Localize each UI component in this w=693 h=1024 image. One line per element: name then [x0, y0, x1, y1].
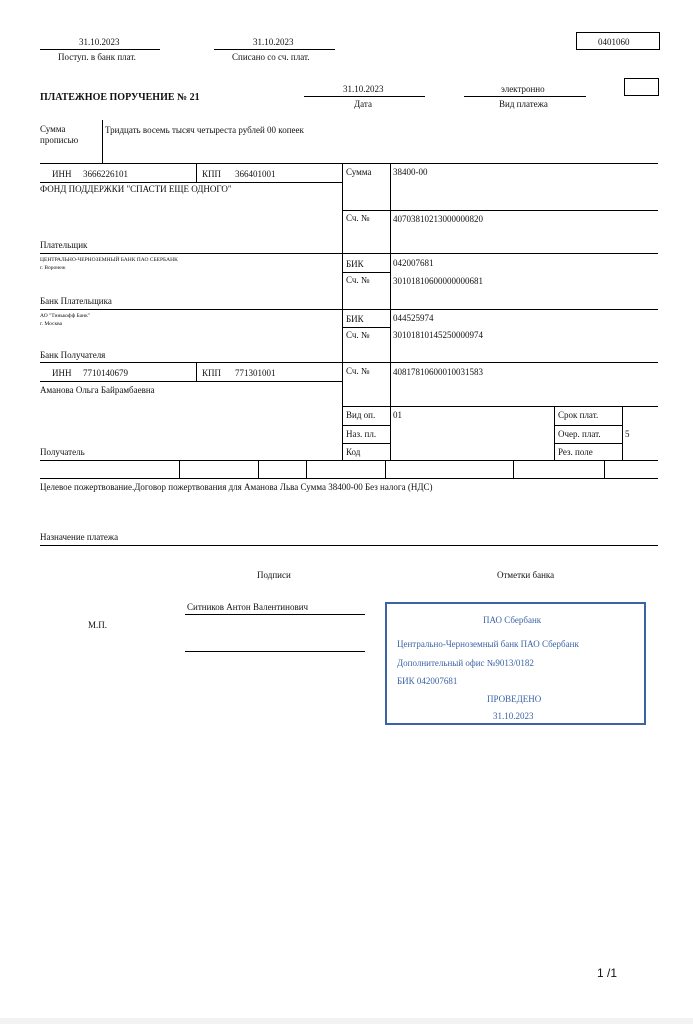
- tax-cell-5: [513, 460, 514, 478]
- signer-name: Ситников Антон Валентинович: [187, 602, 309, 612]
- recipient-account: 40817810600010031583: [393, 367, 483, 377]
- recipient-bank-label: Банк Получателя: [40, 350, 106, 360]
- reserve-label: Рез. поле: [558, 447, 593, 457]
- grid-line-codes-mid1b: [554, 425, 622, 426]
- received-date-line: [40, 49, 160, 50]
- amount-words-label-1: Сумма: [40, 124, 66, 134]
- grid-vline-due: [554, 406, 555, 460]
- document-title: ПЛАТЕЖНОЕ ПОРУЧЕНИЕ № 21: [40, 92, 200, 103]
- date-value: 31.10.2023: [343, 84, 384, 94]
- recipient-name: Аманова Ольга Байрамбаевна: [40, 385, 155, 395]
- stamp-bank: ПАО Сбербанк: [483, 615, 542, 625]
- signature-line-1: [185, 614, 365, 615]
- stamp-office: Дополнительный офис №9013/0182: [397, 658, 534, 668]
- sum-value: 38400-00: [393, 167, 428, 177]
- payer-bank-account-label: Сч. №: [346, 275, 370, 285]
- payer-bik-label: БИК: [346, 259, 364, 269]
- recipient-inn-label: ИНН: [52, 368, 72, 378]
- priority-label: Очер. плат.: [558, 429, 601, 439]
- empty-code-box: [624, 78, 659, 96]
- signature-line-2: [185, 651, 365, 652]
- grid-vline-left-col: [342, 163, 343, 460]
- payer-account-label: Сч. №: [346, 213, 370, 223]
- purpose-text: Целевое пожертвование.Договор пожертвования для Аманова Льва Сумма 38400-00 Без налога (НДС): [40, 482, 433, 492]
- grid-line-tax: [40, 478, 658, 479]
- seal-label: М.П.: [88, 620, 108, 630]
- recipient-account-label: Сч. №: [346, 366, 370, 376]
- recipient-bank-account: 30101810145250000974: [393, 330, 483, 340]
- tax-cell-2: [258, 460, 259, 478]
- tax-cell-4: [385, 460, 386, 478]
- payer-bank-label: Банк Плательщика: [40, 296, 112, 306]
- grid-line-inn2: [40, 381, 342, 382]
- payment-type-line: [464, 96, 586, 97]
- payer-bank-account: 30101810600000000681: [393, 276, 483, 286]
- purpose-code-label: Наз. пл.: [346, 429, 377, 439]
- payer-bank-name: ЦЕНТРАЛЬНО-ЧЕРНОЗЕМНЫЙ БАНК ПАО СБЕРБАНК: [40, 257, 178, 263]
- purpose-line: [40, 545, 658, 546]
- amount-words-divider: [102, 120, 103, 163]
- code-label: Код: [346, 447, 361, 457]
- payer-account: 40703810213000000820: [393, 214, 483, 224]
- sum-label: Сумма: [346, 167, 372, 177]
- payer-kpp-label: КПП: [202, 169, 222, 179]
- payer-inn: 3666226101: [83, 169, 128, 179]
- recipient-bik-label: БИК: [346, 314, 364, 324]
- stamp-status: ПРОВЕДЕНО: [487, 694, 542, 704]
- priority-value: 5: [625, 429, 630, 439]
- form-code: 0401060: [598, 37, 630, 47]
- recipient-bik: 044525974: [393, 313, 434, 323]
- amount-words-label-2: прописью: [40, 135, 79, 145]
- grid-line-inn: [40, 182, 342, 183]
- recipient-bank-name: АО "Тинькофф Банк": [40, 313, 90, 319]
- recipient-bank-account-label: Сч. №: [346, 330, 370, 340]
- stamp-date: 31.10.2023: [493, 711, 534, 721]
- grid-vline-priority: [622, 406, 623, 460]
- payment-type-value: электронно: [501, 84, 545, 94]
- recipient-inn: 7710140679: [83, 368, 128, 378]
- amount-words-value: Тридцать восемь тысяч четыреста рублей 00 копеек: [105, 125, 304, 135]
- grid-line-bik2: [342, 327, 390, 328]
- payer-kpp: 366401001: [235, 169, 276, 179]
- bank-marks-label: Отметки банка: [497, 570, 555, 580]
- payer-bik: 042007681: [393, 258, 434, 268]
- payer-bank-city: г. Воронеж: [40, 265, 66, 271]
- purpose-label: Назначение платежа: [40, 532, 119, 542]
- stamp-branch: Центрально-Черноземный банк ПАО Сбербанк: [397, 639, 579, 649]
- grid-line-codes-mid2: [342, 443, 390, 444]
- payer-name: ФОНД ПОДДЕРЖКИ "СПАСТИ ЕЩЕ ОДНОГО": [40, 184, 232, 194]
- date-line: [304, 96, 425, 97]
- recipient-bank-city: г. Москва: [40, 321, 63, 327]
- grid-line-bik1: [342, 272, 390, 273]
- grid-line-top: [40, 163, 658, 164]
- op-type-label: Вид оп.: [346, 410, 376, 420]
- grid-line-recipient: [40, 460, 658, 461]
- grid-line-payer-bank: [40, 309, 658, 310]
- grid-line-codes-mid1: [342, 425, 390, 426]
- recipient-kpp-label: КПП: [202, 368, 222, 378]
- grid-line-recipient-bank: [40, 362, 658, 363]
- due-label: Срок плат.: [558, 410, 599, 420]
- bank-stamp: [385, 602, 646, 725]
- grid-vline-value-col: [390, 163, 391, 460]
- debited-label: Списано со сч. плат.: [232, 52, 310, 62]
- grid-line-payer: [40, 253, 658, 254]
- tax-cell-6: [604, 460, 605, 478]
- payer-label: Плательщик: [40, 240, 88, 250]
- signatures-label: Подписи: [257, 570, 291, 580]
- recipient-kpp: 771301001: [235, 368, 276, 378]
- received-date: 31.10.2023: [79, 37, 120, 47]
- grid-vline-kpp2: [196, 362, 197, 381]
- date-label: Дата: [354, 99, 372, 109]
- payment-type-label: Вид платежа: [499, 99, 548, 109]
- tax-cell-1: [179, 460, 180, 478]
- recipient-label: Получатель: [40, 447, 85, 457]
- payer-inn-label: ИНН: [52, 169, 72, 179]
- grid-vline-kpp1: [196, 163, 197, 182]
- debited-date-line: [214, 49, 335, 50]
- stamp-bik: БИК 042007681: [397, 676, 458, 686]
- op-type: 01: [393, 410, 402, 420]
- grid-line-codes-mid2b: [554, 443, 622, 444]
- debited-date: 31.10.2023: [253, 37, 294, 47]
- received-label: Поступ. в банк плат.: [58, 52, 136, 62]
- page-number: 1 /1: [597, 966, 618, 980]
- tax-cell-3: [306, 460, 307, 478]
